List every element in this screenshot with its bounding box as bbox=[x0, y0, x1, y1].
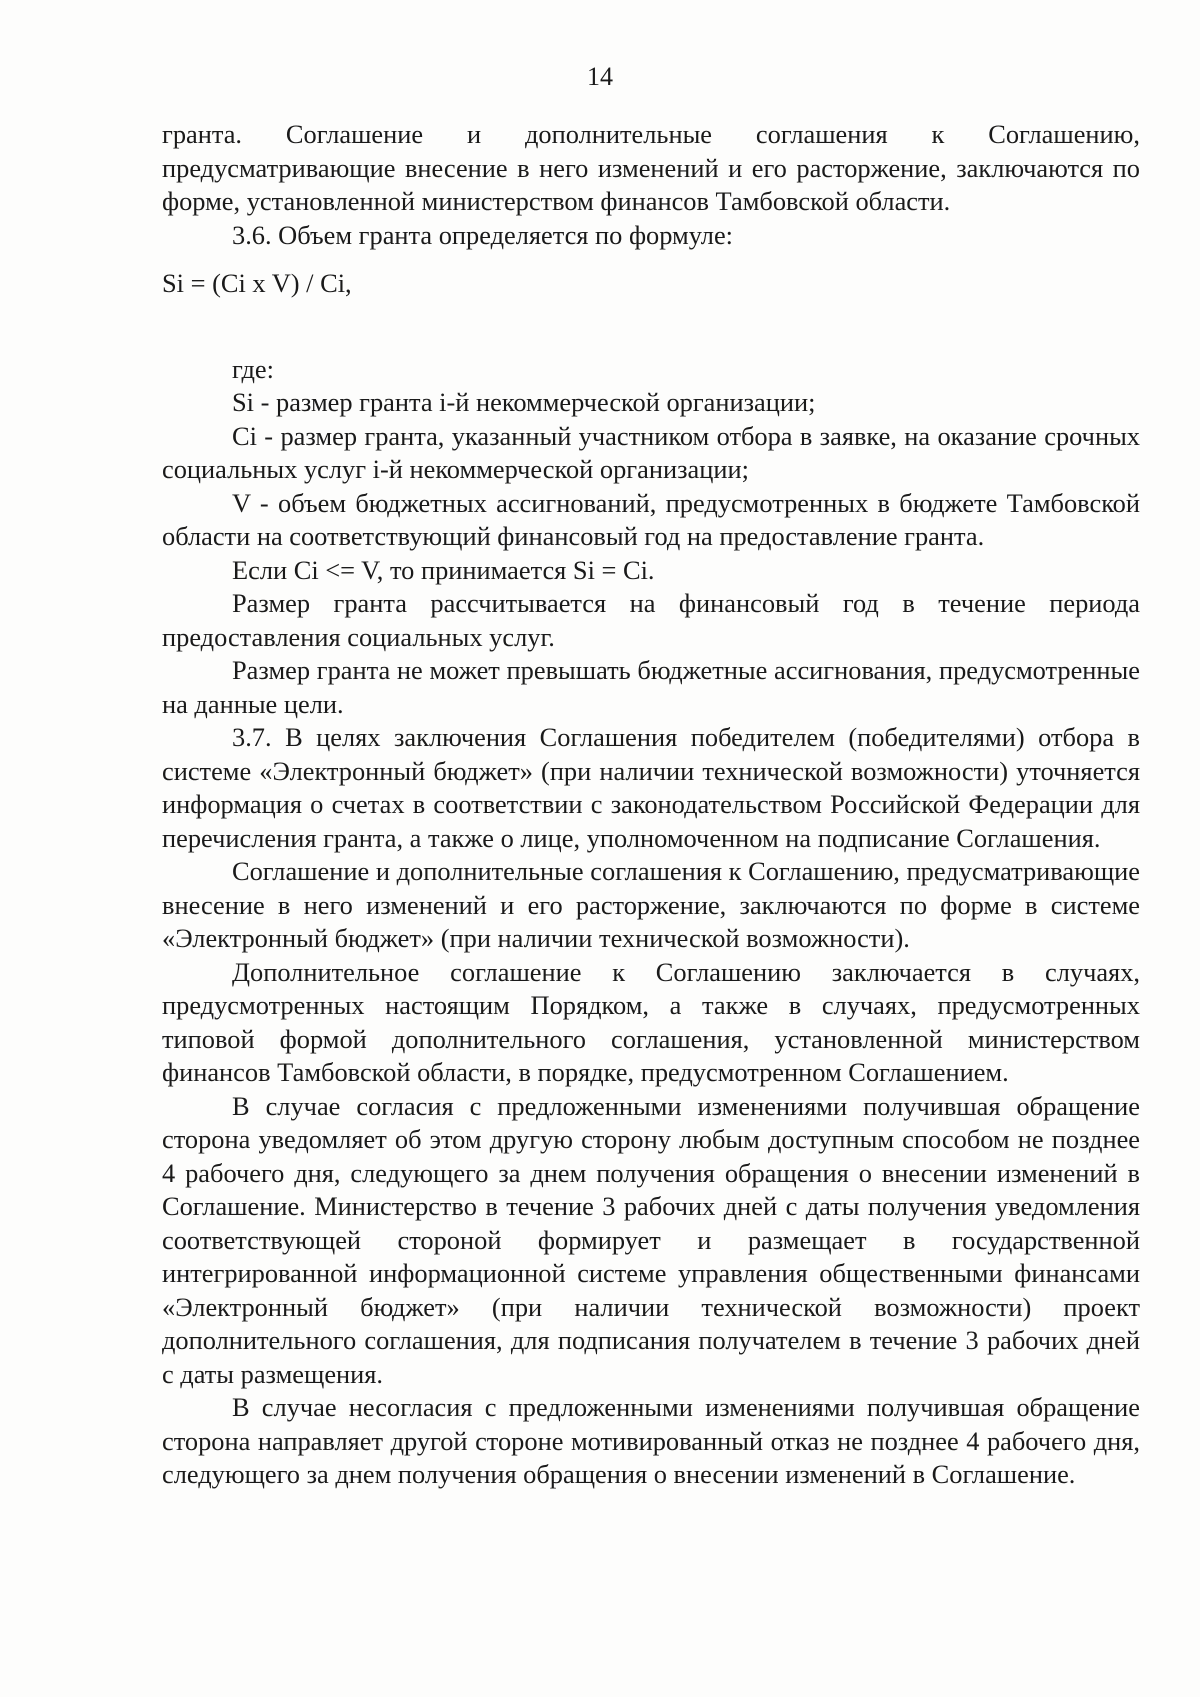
paragraph-grant-period: Размер гранта рассчитывается на финансовый год в течение периода предоставления социальных услуг. bbox=[162, 588, 1140, 652]
paragraph-grant-limit: Размер гранта не может превышать бюджетные ассигнования, предусмотренные на данные цели. bbox=[162, 655, 1140, 719]
paragraph-additional-agreement: Дополнительное соглашение к Соглашению заключается в случаях, предусмотренных настоящим Порядком, а также в случаях, предусмотренных типовой формой дополнительного соглашения, установленной министерством финансов Тамбовской области, в порядке, предусмотренном Соглашением. bbox=[162, 956, 1140, 1087]
document-body bbox=[162, 118, 1140, 1492]
paragraph-3-6-heading: 3.6. Объем гранта определяется по формуле: bbox=[232, 219, 733, 250]
paragraph-3-7: 3.7. В целях заключения Соглашения победителем (победителями) отбора в системе «Электронный бюджет» (при наличии технической возможности) уточняется информация о счетах в соответствии с законодательством Российской Федерации для перечисления гранта, а также о лице, уполномоченном на подписание Соглашения. bbox=[162, 722, 1140, 853]
formula-condition: Если Ci <= V, то принимается Si = Ci. bbox=[232, 554, 655, 585]
formula-where-label: где: bbox=[232, 353, 274, 384]
grant-formula: Si = (Ci x V) / Ci, bbox=[162, 268, 352, 298]
paragraph-grant-agreement-form: гранта. Соглашение и дополнительные соглашения к Соглашению, предусматривающие внесение в него изменений и его расторжение, заключаются по форме, установленной министерством финансов Тамбовской области. bbox=[162, 119, 1140, 216]
paragraph-electronic-budget-form: Соглашение и дополнительные соглашения к Соглашению, предусматривающие внесение в него изменений и его расторжение, заключаются по форме в системе «Электронный бюджет» (при наличии технической возможности). bbox=[162, 856, 1140, 953]
paragraph-disagreement-case: В случае несогласия с предложенными изменениями получившая обращение сторона направляет другой стороне мотивированный отказ не позднее 4 рабочего дня, следующего за днем получения обращения о внесении изменений в Соглашение. bbox=[162, 1392, 1140, 1489]
formula-def-si: Si - размер гранта i-й некоммерческой организации; bbox=[232, 387, 816, 417]
page-number: 14 bbox=[587, 62, 613, 91]
paragraph-consent-case: В случае согласия с предложенными изменениями получившая обращение сторона уведомляет об этом другую сторону любым доступным способом не позднее 4 рабочего дня, следующего за днем получения обращения о внесении изменений в Соглашение. Министерство в течение 3 рабочих дней с даты получения уведомления соответствующей стороной формирует и размещает в государственной интегрированной информационной системе управления общественными финансами «Электронный бюджет» (при наличии технической возможности) проект дополнительного соглашения, для подписания получателем в течение 3 рабочих дней с даты размещения. bbox=[162, 1090, 1140, 1389]
formula-def-v: V - объем бюджетных ассигнований, предусмотренных в бюджете Тамбовской области на соответствующий финансовый год на предоставление гранта. bbox=[162, 487, 1140, 551]
formula-def-ci: Ci - размер гранта, указанный участником отбора в заявке, на оказание срочных социальных услуг i-й некоммерческой организации; bbox=[162, 420, 1140, 484]
